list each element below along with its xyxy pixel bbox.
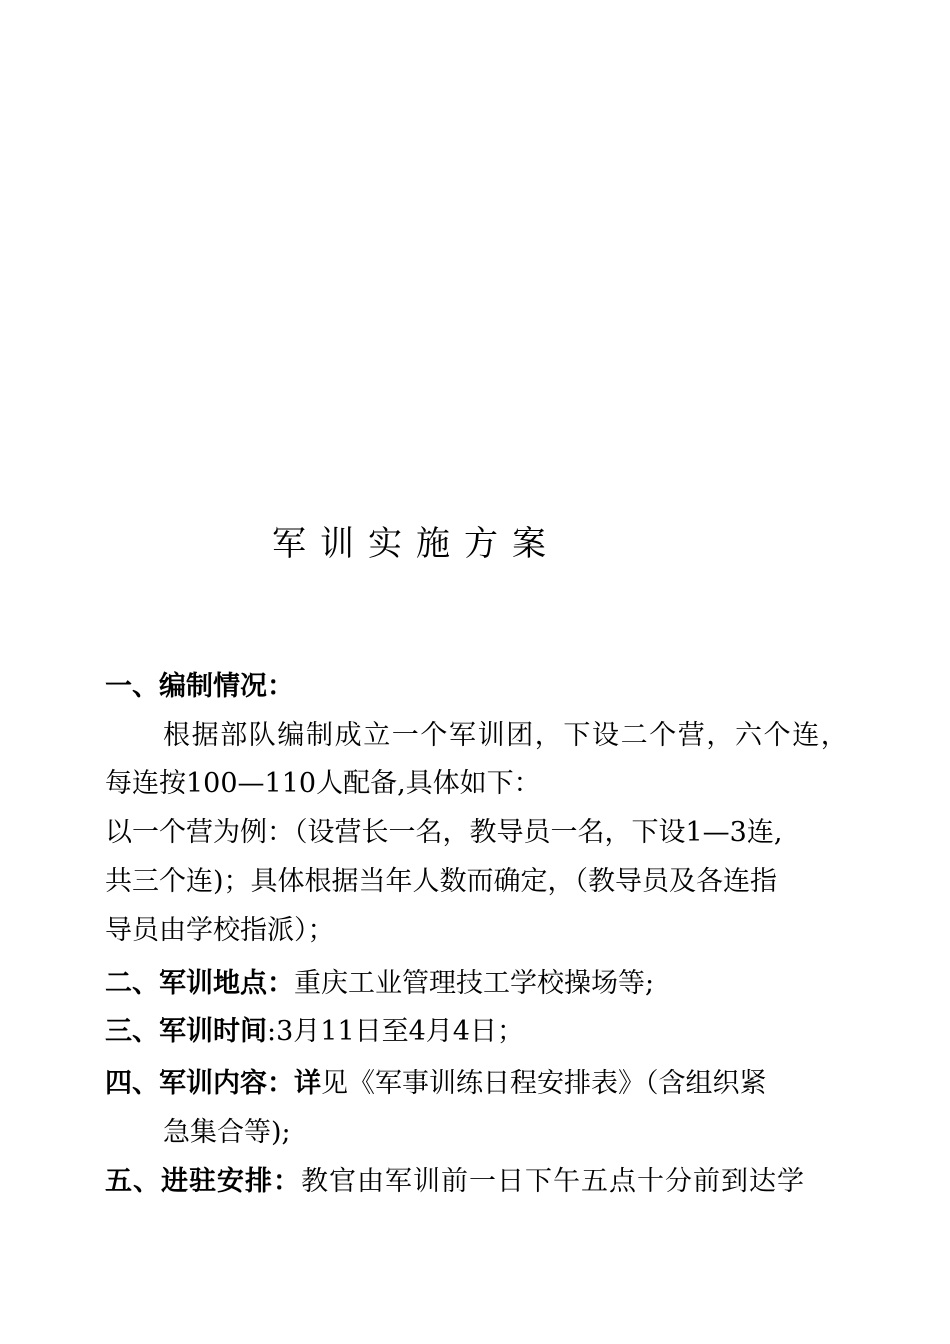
section-heading-staffing: 一、编制情况： bbox=[105, 671, 294, 702]
section-content bbox=[105, 1069, 767, 1099]
section-text-content: 见《军事训练日程安排表》（含组织紧 bbox=[321, 1068, 767, 1099]
section-heading-content: 四、军训内容：详 bbox=[105, 1068, 321, 1099]
section-text-arrival: 教官由军训前一日下午五点十分前到达学 bbox=[301, 1166, 805, 1197]
section-text-time: :3月11日至4月4日； bbox=[267, 1016, 524, 1047]
section-heading-arrival: 五、进驻安排： bbox=[105, 1166, 301, 1197]
paragraph-line: 根据部队编制成立一个军训团，下设二个营，六个连， bbox=[163, 720, 850, 751]
section-heading-location: 二、军训地点： bbox=[105, 968, 294, 999]
paragraph-line: 以一个营为例：（设营长一名，教导员一名，下设1—3连, bbox=[105, 817, 783, 848]
paragraph-line: 共三个连)；具体根据当年人数而确定，（教导员及各连指 bbox=[105, 866, 778, 897]
paragraph-line: 每连按100—110人配备,具体如下： bbox=[105, 768, 541, 799]
section-time bbox=[105, 1017, 524, 1047]
section-heading-time: 三、军训时间 bbox=[105, 1016, 267, 1047]
section-text-location: 重庆工业管理技工学校操场等; bbox=[294, 968, 655, 999]
section-location bbox=[105, 969, 654, 999]
section-text-content-cont: 急集合等); bbox=[163, 1117, 291, 1148]
paragraph-line: 导员由学校指派）； bbox=[105, 915, 335, 946]
section-arrival bbox=[105, 1167, 805, 1197]
document-title: 军训实施方案 bbox=[272, 524, 560, 564]
